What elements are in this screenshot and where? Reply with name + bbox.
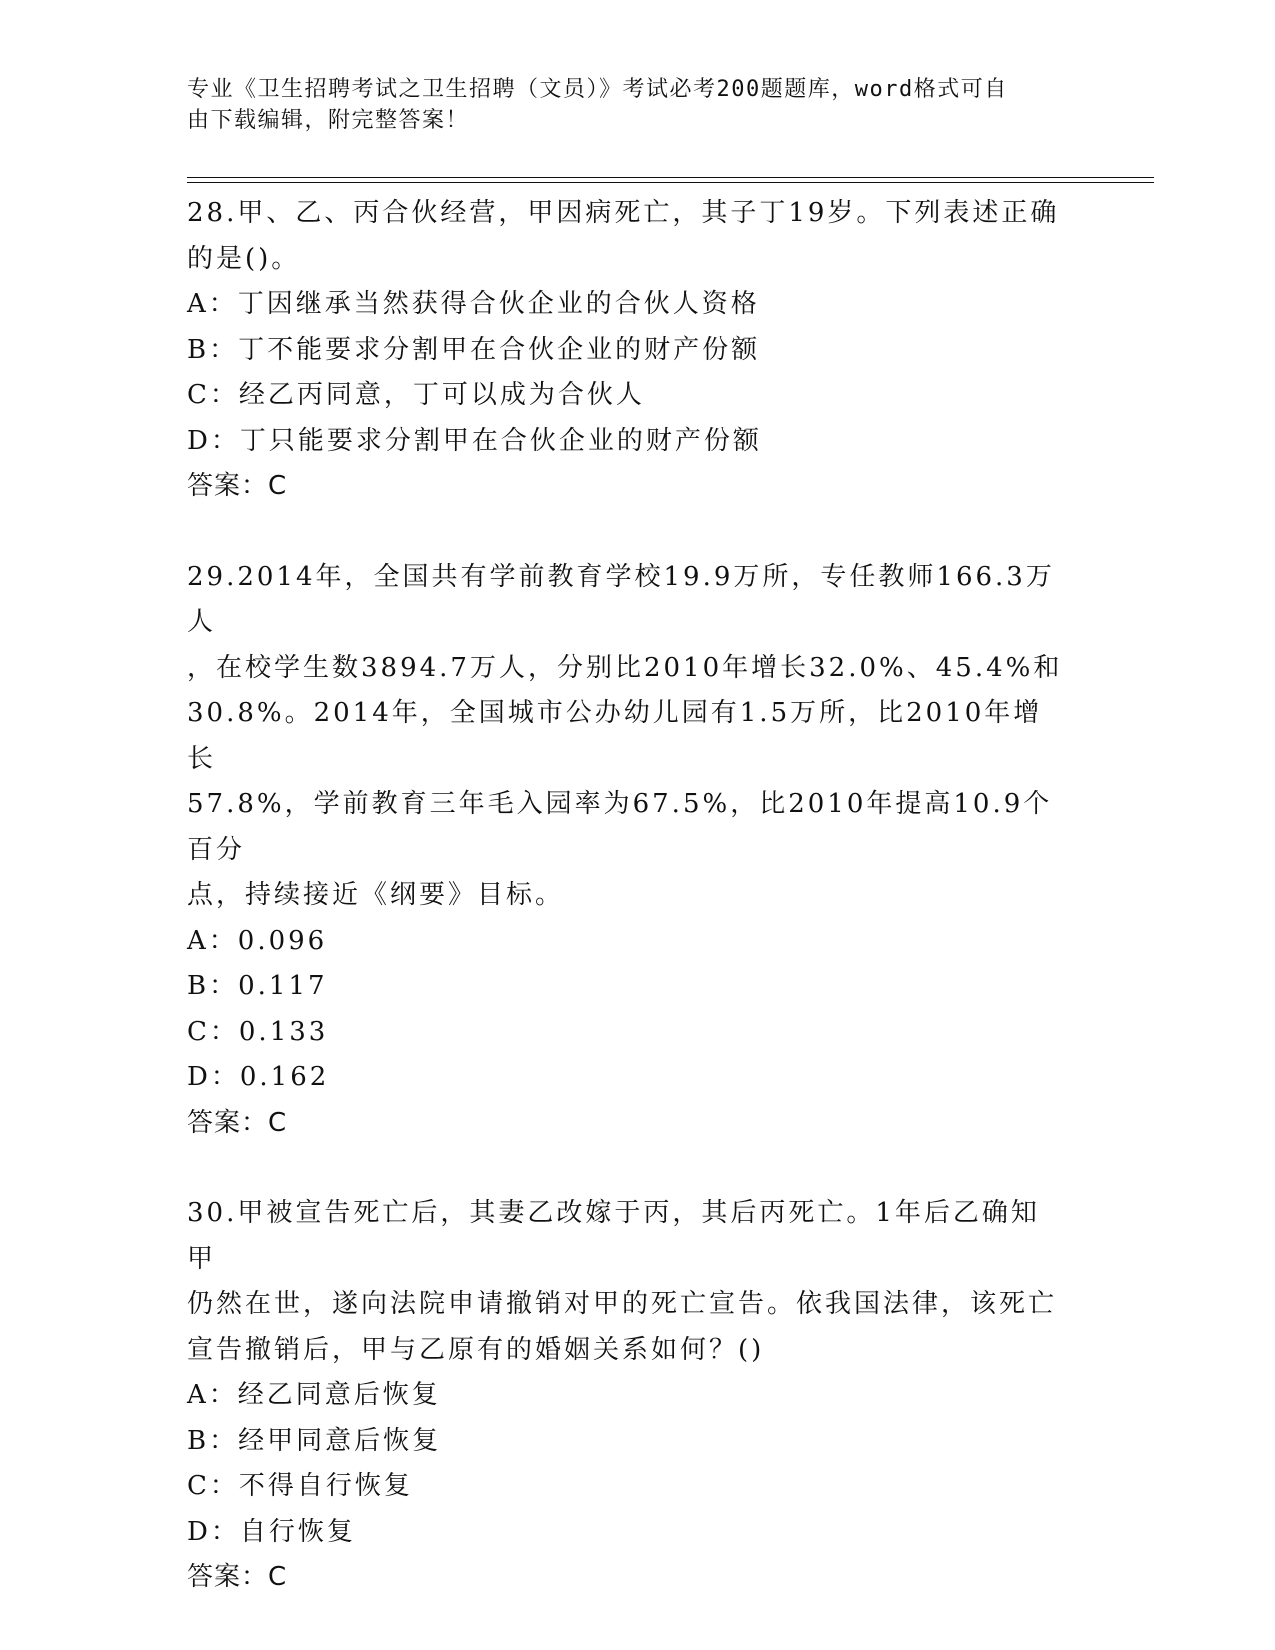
option-a: A：丁因继承当然获得合伙企业的合伙人资格 <box>187 289 760 319</box>
option-b: B：0.117 <box>187 971 328 1001</box>
question-stem-line: 30.8%。2014年，全国城市公办幼儿园有1.5万所，比2010年增长 <box>187 698 1043 774</box>
question-stem-line: 仍然在世，遂向法院申请撤销对甲的死亡宣告。依我国法律，该死亡 <box>187 1289 1058 1319</box>
question-stem-line: 57.8%，学前教育三年毛入园率为67.5%，比2010年提高10.9个百分 <box>187 789 1053 865</box>
option-c: C：不得自行恢复 <box>187 1471 413 1501</box>
question-stem-line: 29.2014年，全国共有学前教育学校19.9万所，专任教师166.3万人 <box>187 561 1055 637</box>
header-divider-bottom <box>187 182 1154 183</box>
header-divider-top <box>187 177 1154 178</box>
option-c: C：0.133 <box>187 1016 329 1047</box>
document-header <box>187 74 1067 136</box>
question-stem-line: ，在校学生数3894.7万人，分别比2010年增长32.0%、45.4%和 <box>187 652 1063 683</box>
question-stem-line: 30.甲被宣告死亡后，其妻乙改嫁于丙，其后丙死亡。1年后乙确知甲 <box>187 1198 1040 1274</box>
option-a: A：0.096 <box>187 925 328 956</box>
question-stem-line: 点，持续接近《纲要》目标。 <box>187 880 565 910</box>
answer-line: 答案：C <box>187 1107 288 1138</box>
question-28 <box>187 191 1067 510</box>
answer-line: 答案：C <box>187 1562 288 1592</box>
question-29 <box>187 555 1067 1147</box>
option-a: A：经乙同意后恢复 <box>187 1380 441 1410</box>
question-30 <box>187 1191 1067 1601</box>
option-c: C：经乙丙同意，丁可以成为合伙人 <box>187 380 645 410</box>
question-list <box>187 191 1067 1646</box>
question-stem-line: 宣告撤销后，甲与乙原有的婚姻关系如何？() <box>187 1334 765 1365</box>
header-line-1: 专业《卫生招聘考试之卫生招聘（文员）》考试必考200题题库，word格式可自 <box>187 77 1008 102</box>
question-stem-line: 28.甲、乙、丙合伙经营，甲因病死亡，其子丁19岁。下列表述正确 <box>187 198 1060 228</box>
question-stem-line: 的是()。 <box>187 243 301 274</box>
header-line-2: 由下载编辑，附完整答案！ <box>187 108 470 133</box>
option-b: B：丁不能要求分割甲在合伙企业的财产份额 <box>187 334 761 365</box>
option-d: D：丁只能要求分割甲在合伙企业的财产份额 <box>187 425 762 456</box>
option-d: D：自行恢复 <box>187 1516 356 1547</box>
answer-line: 答案：C <box>187 471 288 501</box>
option-b: B：经甲同意后恢复 <box>187 1425 442 1456</box>
option-d: D：0.162 <box>187 1062 330 1092</box>
